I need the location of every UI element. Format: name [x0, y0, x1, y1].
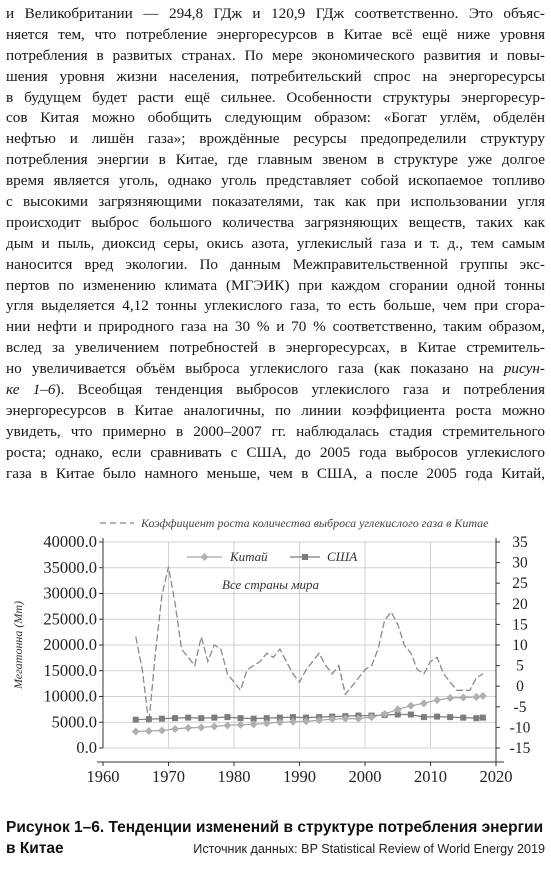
text-line: угля выделяется 4,12 тонны углекислого газа, то есть больше, чем при сгора- — [6, 297, 545, 315]
body-paragraph — [6, 4, 545, 484]
usa-point — [460, 715, 466, 721]
legend-usa-label: США — [327, 549, 358, 564]
y-tick-label-right: 25 — [512, 575, 528, 593]
text-line-with-figure-ref — [6, 380, 545, 401]
energy-chart — [0, 510, 551, 810]
text-fragment: но увеличивается объём выброса углекислого газа (как показано на — [6, 360, 504, 378]
text-line: сов Китая можно обобщить следующим образом: «Богат углём, обделён — [6, 109, 545, 127]
y-axis-title: Мегатонна (Mт) — [11, 600, 25, 690]
china-point — [210, 722, 218, 730]
y-tick-label-right: -5 — [513, 698, 527, 716]
x-tick-label: 2010 — [414, 767, 447, 786]
x-tick-label: 2020 — [479, 767, 513, 786]
china-point — [433, 696, 441, 704]
usa-point — [185, 715, 191, 721]
figure-reference: ке 1–6 — [6, 381, 56, 399]
text-line: дым и пыль, диоксид серы, окись азота, углекислый газа и т. д., тем самым — [6, 234, 545, 252]
legend-growth-label: Коэффициент роста количества выброса углекислого газа в Китае — [141, 516, 489, 530]
y-tick-label-right: 10 — [512, 637, 528, 654]
caption-title-line-2: в Китае — [6, 840, 64, 857]
figure-caption — [6, 817, 545, 859]
figure-1-6 — [0, 510, 551, 810]
figure-reference: рисун- — [503, 360, 545, 378]
y-tick-label-right: 35 — [512, 534, 528, 551]
usa-point — [421, 714, 427, 720]
text-line: пертов по изменению климата (МГЭИК) при каждом сгорании одной тонны — [6, 276, 545, 294]
text-line-with-figure-ref — [6, 359, 545, 380]
usa-point — [133, 717, 139, 723]
china-point — [171, 725, 179, 733]
y-tick-label-left: 10000.0 — [43, 686, 97, 706]
x-tick-label: 1990 — [283, 767, 316, 786]
text-line: с высокими загрязняющими показателями, так как при использовании угля — [6, 193, 545, 211]
china-point — [145, 727, 153, 735]
usa-point — [434, 714, 440, 720]
text-line: потребления энергии в Китае, где главным звеном в структуре уже долгое — [6, 151, 545, 169]
text-line: газа в Китае было намного меньше, чем в США, а после 2005 года Китай, — [6, 464, 545, 482]
text-line: увидеть, что примерно в 2000–2007 гг. наблюдалась стадия стремительного — [6, 422, 545, 440]
legend-china-label: Китай — [230, 549, 268, 564]
text-line: в будущем будет расти ещё сильнее. Особенности структуры энергоресур- — [6, 88, 545, 106]
legend-world-label: Все страны мира — [222, 577, 320, 592]
text-line: наносится вред экологии. По данным Межправительственной группы экс- — [6, 255, 545, 273]
usa-point — [408, 712, 414, 718]
text-line: нии нефти и природного газа на 30 % и 70 % соответственно, таким образом, — [6, 318, 545, 336]
usa-point — [198, 715, 204, 721]
y-tick-label-left: 35000.0 — [43, 557, 97, 577]
y-tick-label-right: 15 — [512, 616, 528, 634]
text-line: происходит выброс большого количества загрязняющих веществ, таких как — [6, 213, 545, 231]
x-tick-label: 2000 — [348, 767, 382, 786]
usa-point — [473, 715, 479, 721]
x-tick-label: 1970 — [152, 767, 185, 786]
usa-point — [172, 715, 178, 721]
text-line: вслед за увеличением потребностей в энергоресурсах, в Китае стремитель- — [6, 339, 545, 357]
china-point — [446, 694, 454, 702]
y-tick-label-left: 25000.0 — [43, 609, 97, 629]
usa-point — [447, 714, 453, 720]
y-tick-label-right: 0 — [516, 678, 524, 696]
y-tick-label-left: 30000.0 — [43, 583, 97, 603]
text-line: время является уголь, однако уголь представляет собой ископаемое топливо — [6, 172, 545, 190]
caption-source: Источник данных: BP Statistical Review of World Energy 2019 — [193, 842, 545, 856]
y-tick-label-right: 20 — [512, 595, 528, 613]
x-tick-label: 1960 — [86, 767, 120, 786]
legend-china-marker — [201, 553, 209, 561]
caption-title-line-1: Рисунок 1–6. Тенденции изменений в структуре потребления энергии — [6, 819, 544, 836]
text-line: потребления в развитых странах. По мере экономического развития и повы- — [6, 46, 545, 64]
china-point — [472, 693, 480, 701]
usa-point — [224, 714, 230, 720]
text-line: и Великобритании — 294,8 ГДж и 120,9 ГДж соответственно. Это объяс- — [6, 5, 545, 22]
text-fragment: ). Всеобщая тенденция выбросов углекислого газа и потребления — [55, 381, 546, 399]
y-tick-label-right: 30 — [512, 554, 528, 572]
text-line: нефтью и лишён газа»; врождённые ресурсы предопределили структуру — [6, 130, 545, 148]
china-point — [197, 723, 205, 731]
y-tick-label-left: 5000.0 — [51, 712, 97, 732]
china-point — [407, 702, 415, 710]
y-tick-label-right: -10 — [509, 719, 531, 737]
china-point — [158, 726, 166, 734]
y-tick-label-left: 0.0 — [76, 738, 97, 757]
china-point — [420, 699, 428, 707]
china-point — [479, 692, 487, 700]
china-point — [459, 694, 467, 702]
y-tick-label-right: 5 — [516, 657, 524, 675]
y-tick-label-left: 20000.0 — [43, 635, 97, 654]
usa-point — [146, 716, 152, 722]
y-tick-label-left: 15000.0 — [43, 660, 97, 680]
text-line: роста; однако, если сравнивать с США, до 2005 года выбросов углекислого — [6, 443, 545, 461]
usa-point — [211, 715, 217, 721]
text-line: энергоресурсов в Китае аналогичны, по линии коэффициента роста можно — [6, 401, 545, 419]
usa-point — [238, 715, 244, 721]
usa-point — [480, 715, 486, 721]
text-line: няется тем, что потребление энергоресурсов в Китае всё ещё ниже уровня — [6, 25, 545, 43]
y-tick-label-left: 40000.0 — [43, 532, 97, 551]
usa-point — [159, 716, 165, 722]
china-point — [132, 728, 140, 736]
x-tick-label: 1980 — [217, 767, 251, 786]
legend-usa-marker — [302, 554, 308, 560]
text-line: шения уровня жизни населения, потребительский спрос на энергоресурсы — [6, 67, 545, 85]
y-tick-label-right: -15 — [509, 740, 531, 757]
china-point — [184, 724, 192, 732]
